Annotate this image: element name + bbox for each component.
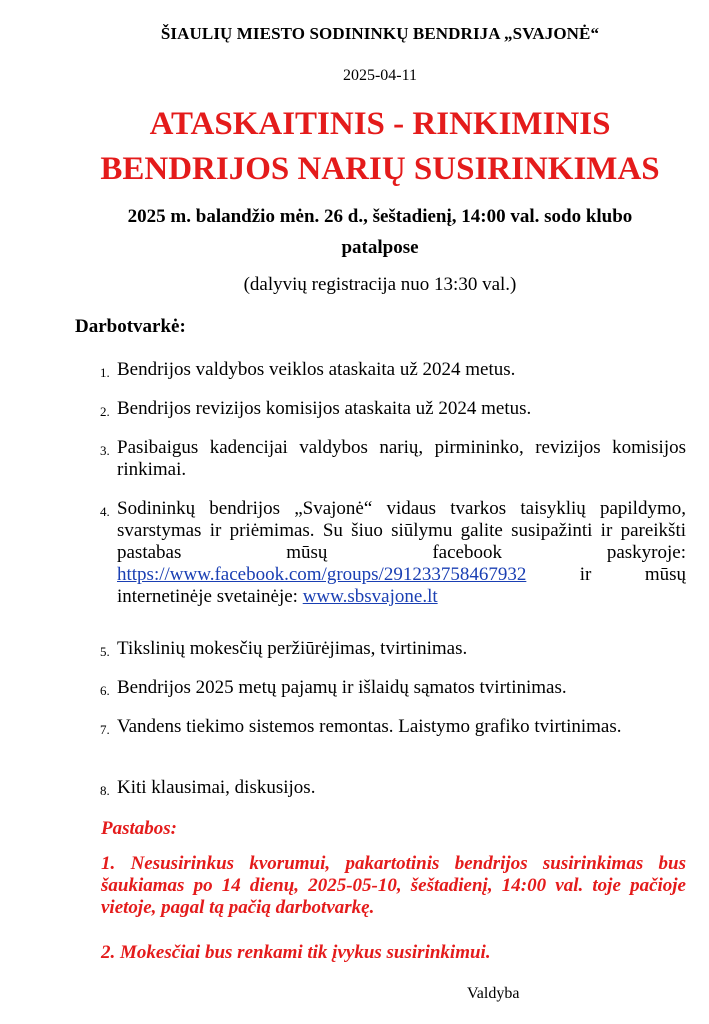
agenda-heading: Darbotvarkė: — [75, 316, 186, 337]
agenda-item — [100, 777, 686, 799]
agenda-item — [100, 437, 686, 481]
meeting-when-line-1: 2025 m. balandžio mėn. 26 d., šeštadienį, 14:00 val. sodo klubo — [127, 206, 633, 227]
agenda-item-number: 5. — [100, 644, 110, 659]
note-fees: 2. Mokesčiai bus renkami tik įvykus susirinkimui. — [101, 942, 491, 963]
agenda-item-text: Bendrijos 2025 metų pajamų ir išlaidų sąmatos tvirtinimas. — [117, 677, 567, 698]
note-quorum: 1. Nesusirinkus kvorumui, pakartotinis bendrijos susirinkimas bus šaukiamas po 14 dienų, 2025-05-10, šeštadienį, 14:00 val. toje pačioje vietoje, pagal tą pačią darbotvarkę. — [101, 853, 686, 918]
agenda-item-number: 6. — [100, 683, 110, 698]
document-date: 2025-04-11 — [342, 67, 418, 84]
agenda-item-text: Bendrijos revizijos komisijos ataskaita už 2024 metus. — [117, 398, 532, 419]
agenda-item-number: 4. — [100, 504, 110, 519]
agenda-item — [100, 359, 686, 381]
meeting-time-place — [70, 201, 690, 263]
agenda-item-number: 7. — [100, 722, 110, 737]
agenda-item-number: 1. — [100, 365, 110, 380]
agenda-item-number: 2. — [100, 404, 110, 419]
agenda-item-number: 3. — [100, 443, 110, 458]
agenda-item — [100, 398, 686, 420]
website-link[interactable]: www.sbsvajone.lt — [302, 586, 438, 607]
meeting-when-line-2: patalpose — [341, 237, 419, 258]
agenda-item-text: Pasibaigus kadencijai valdybos narių, pirmininko, revizijos komisijos rinkimai. — [117, 437, 686, 480]
agenda-item-text — [117, 498, 686, 608]
organization-name: ŠIAULIŲ MIESTO SODININKŲ BENDRIJA „SVAJONĖ“ — [160, 24, 600, 43]
signature: Valdyba — [467, 985, 520, 1002]
agenda-item-text: Kiti klausimai, diskusijos. — [117, 777, 316, 798]
agenda-item-text: Bendrijos valdybos veiklos ataskaita už 2024 metus. — [117, 359, 516, 380]
agenda-item-text: Tikslinių mokesčių peržiūrėjimas, tvirtinimas. — [117, 638, 468, 659]
agenda-item-number: 8. — [100, 783, 110, 798]
title-line-2: BENDRIJOS NARIŲ SUSIRINKIMAS — [100, 151, 660, 187]
notes-heading: Pastabos: — [101, 818, 177, 839]
agenda-item — [100, 638, 686, 660]
facebook-group-link[interactable]: https://www.facebook.com/groups/291233758467932 — [117, 564, 527, 585]
title-line-1: ATASKAITINIS - RINKIMINIS — [149, 106, 611, 142]
agenda-item-text-part: Sodininkų bendrijos „Svajonė“ vidaus tvarkos taisyklių papildymo, svarstymas ir priėmimas. Su šiuo siūlymu galite susipažinti ir pareikšti pastabas mūsų facebook paskyroje: — [117, 498, 686, 563]
agenda-item — [100, 677, 686, 699]
agenda-item — [100, 716, 686, 738]
agenda-item-text: Vandens tiekimo sistemos remontas. Laistymo grafiko tvirtinimas. — [117, 716, 622, 737]
agenda-item — [100, 498, 686, 608]
agenda-item-text-part: ir mūsų internetinėje svetainėje: — [117, 564, 686, 607]
registration-note: (dalyvių registracija nuo 13:30 val.) — [243, 274, 517, 295]
